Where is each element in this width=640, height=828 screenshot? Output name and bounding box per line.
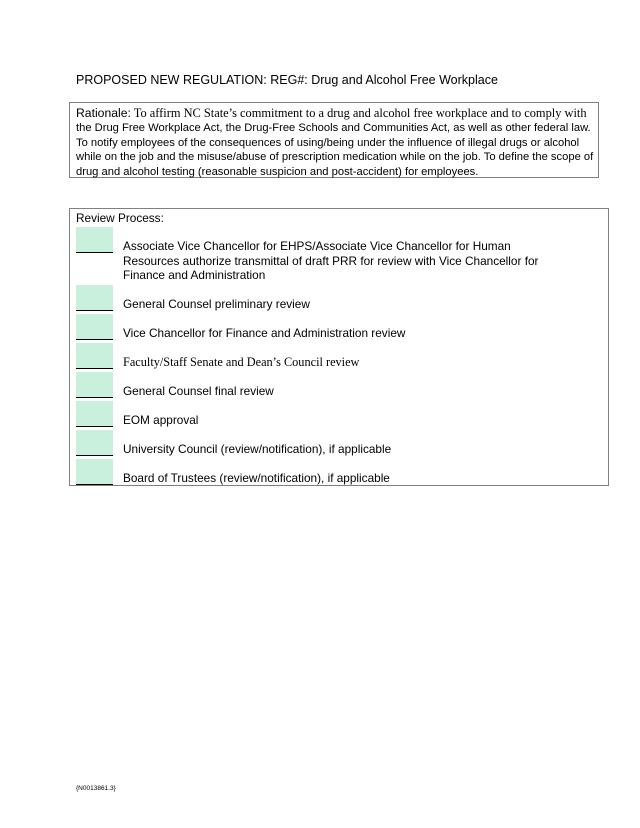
approval-checkbox[interactable] (76, 343, 113, 369)
rationale-label: Rationale: (76, 106, 131, 120)
approval-checkbox[interactable] (76, 459, 113, 485)
review-step-text: General Counsel preliminary review (123, 297, 310, 311)
review-step-text: Faculty/Staff Senate and Dean’s Council review (123, 355, 360, 369)
page-title: PROPOSED NEW REGULATION: REG#: Drug and Alcohol Free Workplace (76, 73, 498, 87)
review-process-box (69, 208, 609, 486)
approval-checkbox[interactable] (76, 314, 113, 340)
approval-checkbox[interactable] (76, 401, 113, 427)
approval-checkbox[interactable] (76, 430, 113, 456)
review-step-text: General Counsel final review (123, 384, 274, 398)
review-step-text: University Council (review/notification), if applicable (123, 442, 392, 456)
review-process-title: Review Process: (76, 211, 164, 225)
rationale-box (69, 102, 599, 178)
document-id: {N0013861.3} (76, 785, 116, 792)
approval-checkbox[interactable] (76, 285, 113, 311)
review-step-text: Associate Vice Chancellor for EHPS/Associate Vice Chancellor for Human Resources authorize transmittal of draft PRR for review with Vice Chancellor for Finance and Administration (123, 239, 539, 282)
rationale-body: the Drug Free Workplace Act, the Drug-Free Schools and Communities Act, as well as other federal law. To notify employees of the consequences of using/being under the influence of illegal drugs or alcohol while on the job and the misuse/abuse of prescription medication while on the job. To define the scope of drug and alcohol testing (reasonable suspicion and post-accident) for employees. (76, 122, 594, 178)
approval-checkbox[interactable] (76, 227, 113, 253)
review-step-text: Board of Trustees (review/notification), if applicable (123, 471, 390, 485)
approval-checkbox[interactable] (76, 372, 113, 398)
review-step-text: EOM approval (123, 413, 199, 427)
rationale-intro: To affirm NC State’s commitment to a drug and alcohol free workplace and to comply with (130, 106, 587, 120)
review-step-text: Vice Chancellor for Finance and Administration review (123, 326, 406, 340)
